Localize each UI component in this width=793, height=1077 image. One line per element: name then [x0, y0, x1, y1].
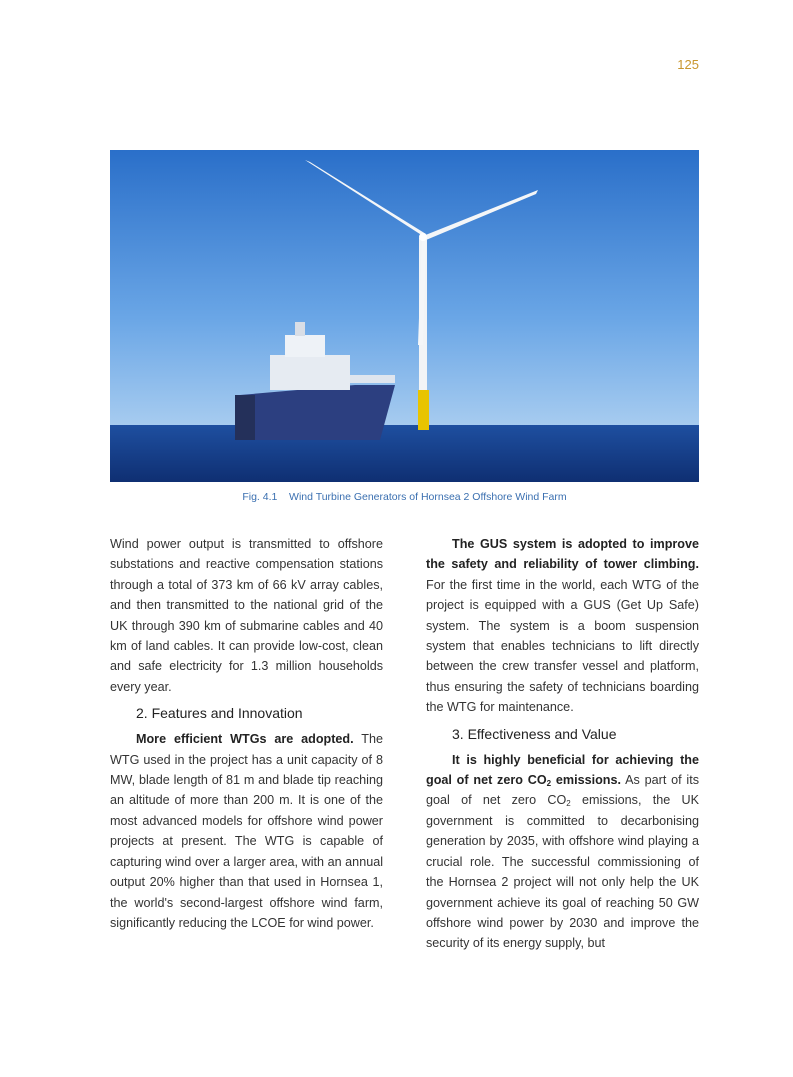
- caption-number: Fig. 4.1: [242, 491, 278, 503]
- heading-features-and-innovation: 2. Features and Innovation: [136, 705, 303, 722]
- lead-part-a: It is highly beneficial for achieving the goal of net zero CO: [426, 752, 699, 788]
- subscript: 2: [546, 779, 552, 789]
- paragraph-transmission: Wind power output is transmitted to offshore substations and reactive compensation stations through a total of 373 km of 66 kV array cables, and then transmitted to the national grid of the UK through 390 km of submarine cables and 40 km of land cables. It can provide low-cost, clean and safe electricity for 1.3 million households every year.: [110, 537, 383, 694]
- lead-sentence: More efficient WTGs are adopted.: [136, 732, 354, 747]
- lead-sentence: The GUS system is adopted to improve the safety and reliability of tower climbing.: [426, 537, 699, 572]
- photo-illustration: [110, 150, 699, 482]
- paragraph-body: For the first time in the world, each WTG of the project is equipped with a GUS (Get Up Safe) system. The system is a boom suspension system that enables technicians to lift directly between the crew transfer vessel and platform, thus ensuring the safety of technicians boarding the WTG for maintenance.: [426, 577, 699, 715]
- page-number: 125: [677, 57, 699, 72]
- sky: [110, 150, 699, 430]
- figure-photo-wind-turbine-and-vessel: [110, 150, 699, 482]
- body-part-b: emissions, the UK government is committed to decarbonising generation by 2035, with offshore wind playing a crucial role. The successful commissioning of the Hornsea 2 project will not only help the UK government achieve its goal of reaching 50 GW offshore wind power by 2030 and improve the security of its energy supply, but: [426, 793, 699, 951]
- paragraph-efficient-wtgs: [110, 729, 383, 933]
- left-column: [110, 534, 383, 933]
- tower-base: [418, 390, 429, 430]
- sea: [110, 425, 699, 482]
- paragraph-body: The WTG used in the project has a unit capacity of 8 MW, blade length of 81 m and blade tip reaching an altitude of more than 200 m. It is one of the most advanced models for offshore wind power projects at present. The WTG is capable of capturing wind over a larger area, with an annual output 20% higher than that used in Hornsea 1, the world's second-largest offshore wind farm, significantly reducing the LCOE for wind power.: [110, 732, 383, 930]
- right-column: [426, 534, 699, 954]
- heading-effectiveness-and-value: 3. Effectiveness and Value: [452, 725, 617, 742]
- body-part-a: As part of its goal of net zero CO: [426, 773, 700, 808]
- lead-part-b: emissions.: [551, 773, 622, 788]
- caption-text: Wind Turbine Generators of Hornsea 2 Offshore Wind Farm: [289, 491, 567, 503]
- figure-caption: [110, 491, 699, 503]
- paragraph-net-zero: [426, 750, 699, 954]
- subscript: 2: [566, 799, 571, 809]
- paragraph-gus-system: [426, 534, 699, 718]
